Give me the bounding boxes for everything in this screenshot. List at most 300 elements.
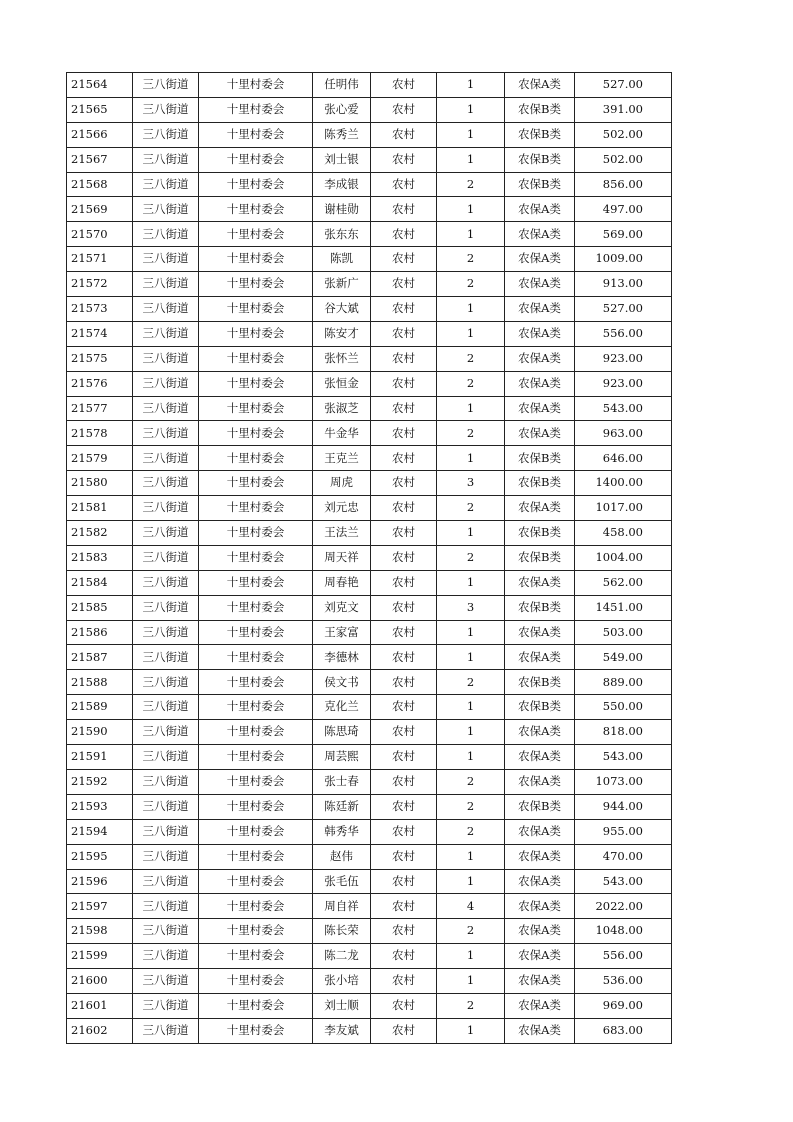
member-count-cell: 1 [437, 97, 505, 122]
person-name-cell: 张怀兰 [313, 346, 371, 371]
village-committee-cell: 十里村委会 [199, 769, 313, 794]
amount-cell: 502.00 [575, 147, 672, 172]
person-name-cell: 侯文书 [313, 670, 371, 695]
insurance-category-cell: 农保B类 [505, 446, 575, 471]
insurance-category-cell: 农保A类 [505, 396, 575, 421]
table-row [67, 993, 672, 1018]
table-row [67, 919, 672, 944]
village-committee-cell: 十里村委会 [199, 944, 313, 969]
street-cell: 三八街道 [133, 695, 199, 720]
roster-body [67, 73, 672, 1044]
village-committee-cell: 十里村委会 [199, 545, 313, 570]
table-row [67, 645, 672, 670]
street-cell: 三八街道 [133, 321, 199, 346]
table-row [67, 197, 672, 222]
household-type-cell: 农村 [371, 645, 437, 670]
amount-cell: 543.00 [575, 869, 672, 894]
amount-cell: 913.00 [575, 272, 672, 297]
insurance-category-cell: 农保A类 [505, 944, 575, 969]
village-committee-cell: 十里村委会 [199, 1018, 313, 1043]
household-type-cell: 农村 [371, 1018, 437, 1043]
table-row [67, 670, 672, 695]
insurance-category-cell: 农保A类 [505, 371, 575, 396]
table-row [67, 73, 672, 98]
record-id-cell: 21569 [67, 197, 133, 222]
amount-cell: 391.00 [575, 97, 672, 122]
amount-cell: 503.00 [575, 620, 672, 645]
street-cell: 三八街道 [133, 720, 199, 745]
amount-cell: 569.00 [575, 222, 672, 247]
table-row [67, 720, 672, 745]
insurance-category-cell: 农保A类 [505, 819, 575, 844]
member-count-cell: 2 [437, 993, 505, 1018]
household-type-cell: 农村 [371, 73, 437, 98]
household-type-cell: 农村 [371, 446, 437, 471]
record-id-cell: 21570 [67, 222, 133, 247]
table-row [67, 272, 672, 297]
amount-cell: 527.00 [575, 73, 672, 98]
record-id-cell: 21601 [67, 993, 133, 1018]
person-name-cell: 王克兰 [313, 446, 371, 471]
insurance-category-cell: 农保B类 [505, 545, 575, 570]
village-committee-cell: 十里村委会 [199, 720, 313, 745]
amount-cell: 550.00 [575, 695, 672, 720]
table-row [67, 297, 672, 322]
household-type-cell: 农村 [371, 794, 437, 819]
household-type-cell: 农村 [371, 769, 437, 794]
household-type-cell: 农村 [371, 247, 437, 272]
member-count-cell: 1 [437, 1018, 505, 1043]
household-type-cell: 农村 [371, 570, 437, 595]
member-count-cell: 2 [437, 769, 505, 794]
person-name-cell: 陈二龙 [313, 944, 371, 969]
street-cell: 三八街道 [133, 197, 199, 222]
insurance-category-cell: 农保A类 [505, 73, 575, 98]
person-name-cell: 李友斌 [313, 1018, 371, 1043]
amount-cell: 646.00 [575, 446, 672, 471]
member-count-cell: 1 [437, 147, 505, 172]
village-committee-cell: 十里村委会 [199, 794, 313, 819]
street-cell: 三八街道 [133, 993, 199, 1018]
insurance-category-cell: 农保B类 [505, 521, 575, 546]
amount-cell: 923.00 [575, 346, 672, 371]
village-committee-cell: 十里村委会 [199, 396, 313, 421]
member-count-cell: 2 [437, 919, 505, 944]
record-id-cell: 21590 [67, 720, 133, 745]
person-name-cell: 张心爱 [313, 97, 371, 122]
person-name-cell: 张毛伍 [313, 869, 371, 894]
street-cell: 三八街道 [133, 97, 199, 122]
village-committee-cell: 十里村委会 [199, 570, 313, 595]
person-name-cell: 张新广 [313, 272, 371, 297]
insurance-category-cell: 农保A类 [505, 346, 575, 371]
table-row [67, 421, 672, 446]
member-count-cell: 1 [437, 570, 505, 595]
amount-cell: 562.00 [575, 570, 672, 595]
member-count-cell: 1 [437, 844, 505, 869]
amount-cell: 536.00 [575, 969, 672, 994]
person-name-cell: 牛金华 [313, 421, 371, 446]
person-name-cell: 陈长荣 [313, 919, 371, 944]
amount-cell: 889.00 [575, 670, 672, 695]
street-cell: 三八街道 [133, 794, 199, 819]
village-committee-cell: 十里村委会 [199, 346, 313, 371]
household-type-cell: 农村 [371, 272, 437, 297]
table-row [67, 147, 672, 172]
household-type-cell: 农村 [371, 670, 437, 695]
insurance-category-cell: 农保A类 [505, 321, 575, 346]
insurance-category-cell: 农保B类 [505, 471, 575, 496]
member-count-cell: 3 [437, 595, 505, 620]
table-row [67, 222, 672, 247]
street-cell: 三八街道 [133, 620, 199, 645]
village-committee-cell: 十里村委会 [199, 670, 313, 695]
amount-cell: 683.00 [575, 1018, 672, 1043]
insurance-category-cell: 农保A类 [505, 620, 575, 645]
member-count-cell: 1 [437, 321, 505, 346]
amount-cell: 1017.00 [575, 496, 672, 521]
record-id-cell: 21589 [67, 695, 133, 720]
record-id-cell: 21588 [67, 670, 133, 695]
table-row [67, 97, 672, 122]
member-count-cell: 2 [437, 670, 505, 695]
insurance-category-cell: 农保A类 [505, 894, 575, 919]
member-count-cell: 1 [437, 944, 505, 969]
household-type-cell: 农村 [371, 720, 437, 745]
member-count-cell: 2 [437, 819, 505, 844]
table-row [67, 521, 672, 546]
table-row [67, 745, 672, 770]
member-count-cell: 1 [437, 73, 505, 98]
table-row [67, 595, 672, 620]
street-cell: 三八街道 [133, 172, 199, 197]
street-cell: 三八街道 [133, 769, 199, 794]
village-committee-cell: 十里村委会 [199, 247, 313, 272]
village-committee-cell: 十里村委会 [199, 197, 313, 222]
village-committee-cell: 十里村委会 [199, 745, 313, 770]
member-count-cell: 1 [437, 197, 505, 222]
record-id-cell: 21578 [67, 421, 133, 446]
member-count-cell: 2 [437, 346, 505, 371]
insurance-category-cell: 农保B类 [505, 147, 575, 172]
record-id-cell: 21575 [67, 346, 133, 371]
village-committee-cell: 十里村委会 [199, 446, 313, 471]
household-type-cell: 农村 [371, 371, 437, 396]
street-cell: 三八街道 [133, 346, 199, 371]
household-type-cell: 农村 [371, 122, 437, 147]
village-committee-cell: 十里村委会 [199, 147, 313, 172]
household-type-cell: 农村 [371, 944, 437, 969]
person-name-cell: 张恒金 [313, 371, 371, 396]
record-id-cell: 21585 [67, 595, 133, 620]
household-type-cell: 农村 [371, 695, 437, 720]
household-type-cell: 农村 [371, 321, 437, 346]
village-committee-cell: 十里村委会 [199, 496, 313, 521]
member-count-cell: 1 [437, 695, 505, 720]
insurance-category-cell: 农保A类 [505, 919, 575, 944]
table-row [67, 396, 672, 421]
record-id-cell: 21565 [67, 97, 133, 122]
member-count-cell: 1 [437, 521, 505, 546]
person-name-cell: 周虎 [313, 471, 371, 496]
member-count-cell: 4 [437, 894, 505, 919]
person-name-cell: 韩秀华 [313, 819, 371, 844]
village-committee-cell: 十里村委会 [199, 620, 313, 645]
person-name-cell: 任明伟 [313, 73, 371, 98]
insurance-category-cell: 农保B类 [505, 97, 575, 122]
amount-cell: 497.00 [575, 197, 672, 222]
street-cell: 三八街道 [133, 297, 199, 322]
household-type-cell: 农村 [371, 222, 437, 247]
person-name-cell: 周芸熙 [313, 745, 371, 770]
street-cell: 三八街道 [133, 894, 199, 919]
record-id-cell: 21574 [67, 321, 133, 346]
member-count-cell: 1 [437, 122, 505, 147]
record-id-cell: 21580 [67, 471, 133, 496]
member-count-cell: 2 [437, 247, 505, 272]
record-id-cell: 21581 [67, 496, 133, 521]
insurance-category-cell: 农保A类 [505, 297, 575, 322]
insurance-category-cell: 农保A类 [505, 993, 575, 1018]
table-row [67, 944, 672, 969]
person-name-cell: 张小培 [313, 969, 371, 994]
record-id-cell: 21595 [67, 844, 133, 869]
household-type-cell: 农村 [371, 346, 437, 371]
household-type-cell: 农村 [371, 620, 437, 645]
record-id-cell: 21564 [67, 73, 133, 98]
insurance-category-cell: 农保A类 [505, 769, 575, 794]
table-row [67, 446, 672, 471]
household-type-cell: 农村 [371, 595, 437, 620]
table-row [67, 794, 672, 819]
insurance-category-cell: 农保A类 [505, 496, 575, 521]
person-name-cell: 周自祥 [313, 894, 371, 919]
record-id-cell: 21596 [67, 869, 133, 894]
person-name-cell: 张东东 [313, 222, 371, 247]
village-committee-cell: 十里村委会 [199, 272, 313, 297]
insurance-category-cell: 农保A类 [505, 969, 575, 994]
amount-cell: 2022.00 [575, 894, 672, 919]
household-type-cell: 农村 [371, 521, 437, 546]
street-cell: 三八街道 [133, 222, 199, 247]
household-type-cell: 农村 [371, 819, 437, 844]
person-name-cell: 王法兰 [313, 521, 371, 546]
amount-cell: 1048.00 [575, 919, 672, 944]
member-count-cell: 2 [437, 172, 505, 197]
person-name-cell: 陈安才 [313, 321, 371, 346]
street-cell: 三八街道 [133, 272, 199, 297]
insurance-category-cell: 农保B类 [505, 595, 575, 620]
amount-cell: 944.00 [575, 794, 672, 819]
person-name-cell: 陈秀兰 [313, 122, 371, 147]
table-row [67, 172, 672, 197]
street-cell: 三八街道 [133, 944, 199, 969]
street-cell: 三八街道 [133, 73, 199, 98]
member-count-cell: 1 [437, 969, 505, 994]
record-id-cell: 21582 [67, 521, 133, 546]
village-committee-cell: 十里村委会 [199, 645, 313, 670]
member-count-cell: 2 [437, 371, 505, 396]
record-id-cell: 21602 [67, 1018, 133, 1043]
table-row [67, 844, 672, 869]
person-name-cell: 刘士顺 [313, 993, 371, 1018]
record-id-cell: 21568 [67, 172, 133, 197]
village-committee-cell: 十里村委会 [199, 122, 313, 147]
person-name-cell: 赵伟 [313, 844, 371, 869]
village-committee-cell: 十里村委会 [199, 471, 313, 496]
street-cell: 三八街道 [133, 745, 199, 770]
village-committee-cell: 十里村委会 [199, 869, 313, 894]
insurance-category-cell: 农保A类 [505, 720, 575, 745]
amount-cell: 470.00 [575, 844, 672, 869]
member-count-cell: 2 [437, 272, 505, 297]
insurance-category-cell: 农保A类 [505, 222, 575, 247]
household-type-cell: 农村 [371, 197, 437, 222]
household-type-cell: 农村 [371, 745, 437, 770]
table-row [67, 819, 672, 844]
street-cell: 三八街道 [133, 645, 199, 670]
record-id-cell: 21594 [67, 819, 133, 844]
member-count-cell: 1 [437, 745, 505, 770]
insurance-category-cell: 农保A类 [505, 1018, 575, 1043]
street-cell: 三八街道 [133, 122, 199, 147]
insurance-category-cell: 农保A类 [505, 844, 575, 869]
record-id-cell: 21600 [67, 969, 133, 994]
person-name-cell: 谷大斌 [313, 297, 371, 322]
street-cell: 三八街道 [133, 545, 199, 570]
person-name-cell: 李德林 [313, 645, 371, 670]
table-row [67, 496, 672, 521]
member-count-cell: 2 [437, 545, 505, 570]
village-committee-cell: 十里村委会 [199, 695, 313, 720]
insurance-category-cell: 农保A类 [505, 645, 575, 670]
village-committee-cell: 十里村委会 [199, 172, 313, 197]
village-committee-cell: 十里村委会 [199, 222, 313, 247]
village-committee-cell: 十里村委会 [199, 844, 313, 869]
member-count-cell: 2 [437, 794, 505, 819]
village-committee-cell: 十里村委会 [199, 819, 313, 844]
household-type-cell: 农村 [371, 97, 437, 122]
street-cell: 三八街道 [133, 471, 199, 496]
member-count-cell: 1 [437, 720, 505, 745]
insurance-category-cell: 农保A类 [505, 869, 575, 894]
record-id-cell: 21573 [67, 297, 133, 322]
street-cell: 三八街道 [133, 1018, 199, 1043]
record-id-cell: 21591 [67, 745, 133, 770]
insurance-category-cell: 农保A类 [505, 570, 575, 595]
amount-cell: 556.00 [575, 321, 672, 346]
household-type-cell: 农村 [371, 172, 437, 197]
insurance-category-cell: 农保A类 [505, 745, 575, 770]
record-id-cell: 21572 [67, 272, 133, 297]
amount-cell: 1073.00 [575, 769, 672, 794]
table-row [67, 371, 672, 396]
street-cell: 三八街道 [133, 446, 199, 471]
table-row [67, 346, 672, 371]
village-committee-cell: 十里村委会 [199, 919, 313, 944]
amount-cell: 856.00 [575, 172, 672, 197]
village-committee-cell: 十里村委会 [199, 993, 313, 1018]
record-id-cell: 21593 [67, 794, 133, 819]
record-id-cell: 21583 [67, 545, 133, 570]
person-name-cell: 陈思琦 [313, 720, 371, 745]
amount-cell: 527.00 [575, 297, 672, 322]
record-id-cell: 21597 [67, 894, 133, 919]
person-name-cell: 王家富 [313, 620, 371, 645]
table-row [67, 769, 672, 794]
person-name-cell: 刘士银 [313, 147, 371, 172]
amount-cell: 955.00 [575, 819, 672, 844]
street-cell: 三八街道 [133, 371, 199, 396]
record-id-cell: 21598 [67, 919, 133, 944]
record-id-cell: 21576 [67, 371, 133, 396]
person-name-cell: 张士春 [313, 769, 371, 794]
record-id-cell: 21577 [67, 396, 133, 421]
table-row [67, 247, 672, 272]
member-count-cell: 1 [437, 869, 505, 894]
insurance-category-cell: 农保A类 [505, 247, 575, 272]
street-cell: 三八街道 [133, 969, 199, 994]
household-type-cell: 农村 [371, 297, 437, 322]
member-count-cell: 1 [437, 297, 505, 322]
person-name-cell: 陈凯 [313, 247, 371, 272]
household-type-cell: 农村 [371, 894, 437, 919]
amount-cell: 549.00 [575, 645, 672, 670]
household-type-cell: 农村 [371, 396, 437, 421]
table-row [67, 695, 672, 720]
village-committee-cell: 十里村委会 [199, 321, 313, 346]
table-row [67, 122, 672, 147]
member-count-cell: 1 [437, 222, 505, 247]
street-cell: 三八街道 [133, 869, 199, 894]
amount-cell: 1009.00 [575, 247, 672, 272]
person-name-cell: 刘克文 [313, 595, 371, 620]
village-committee-cell: 十里村委会 [199, 521, 313, 546]
insurance-category-cell: 农保B类 [505, 122, 575, 147]
member-count-cell: 1 [437, 645, 505, 670]
roster-table [66, 72, 672, 1044]
street-cell: 三八街道 [133, 595, 199, 620]
street-cell: 三八街道 [133, 844, 199, 869]
amount-cell: 969.00 [575, 993, 672, 1018]
street-cell: 三八街道 [133, 147, 199, 172]
person-name-cell: 陈廷新 [313, 794, 371, 819]
record-id-cell: 21567 [67, 147, 133, 172]
person-name-cell: 刘元忠 [313, 496, 371, 521]
table-row [67, 869, 672, 894]
record-id-cell: 21579 [67, 446, 133, 471]
insurance-category-cell: 农保B类 [505, 670, 575, 695]
table-row [67, 570, 672, 595]
amount-cell: 458.00 [575, 521, 672, 546]
village-committee-cell: 十里村委会 [199, 73, 313, 98]
street-cell: 三八街道 [133, 396, 199, 421]
amount-cell: 1400.00 [575, 471, 672, 496]
street-cell: 三八街道 [133, 919, 199, 944]
person-name-cell: 谢桂勋 [313, 197, 371, 222]
insurance-category-cell: 农保A类 [505, 197, 575, 222]
household-type-cell: 农村 [371, 471, 437, 496]
household-type-cell: 农村 [371, 969, 437, 994]
record-id-cell: 21587 [67, 645, 133, 670]
insurance-category-cell: 农保A类 [505, 421, 575, 446]
member-count-cell: 3 [437, 471, 505, 496]
table-row [67, 471, 672, 496]
household-type-cell: 农村 [371, 869, 437, 894]
record-id-cell: 21571 [67, 247, 133, 272]
record-id-cell: 21599 [67, 944, 133, 969]
amount-cell: 543.00 [575, 745, 672, 770]
